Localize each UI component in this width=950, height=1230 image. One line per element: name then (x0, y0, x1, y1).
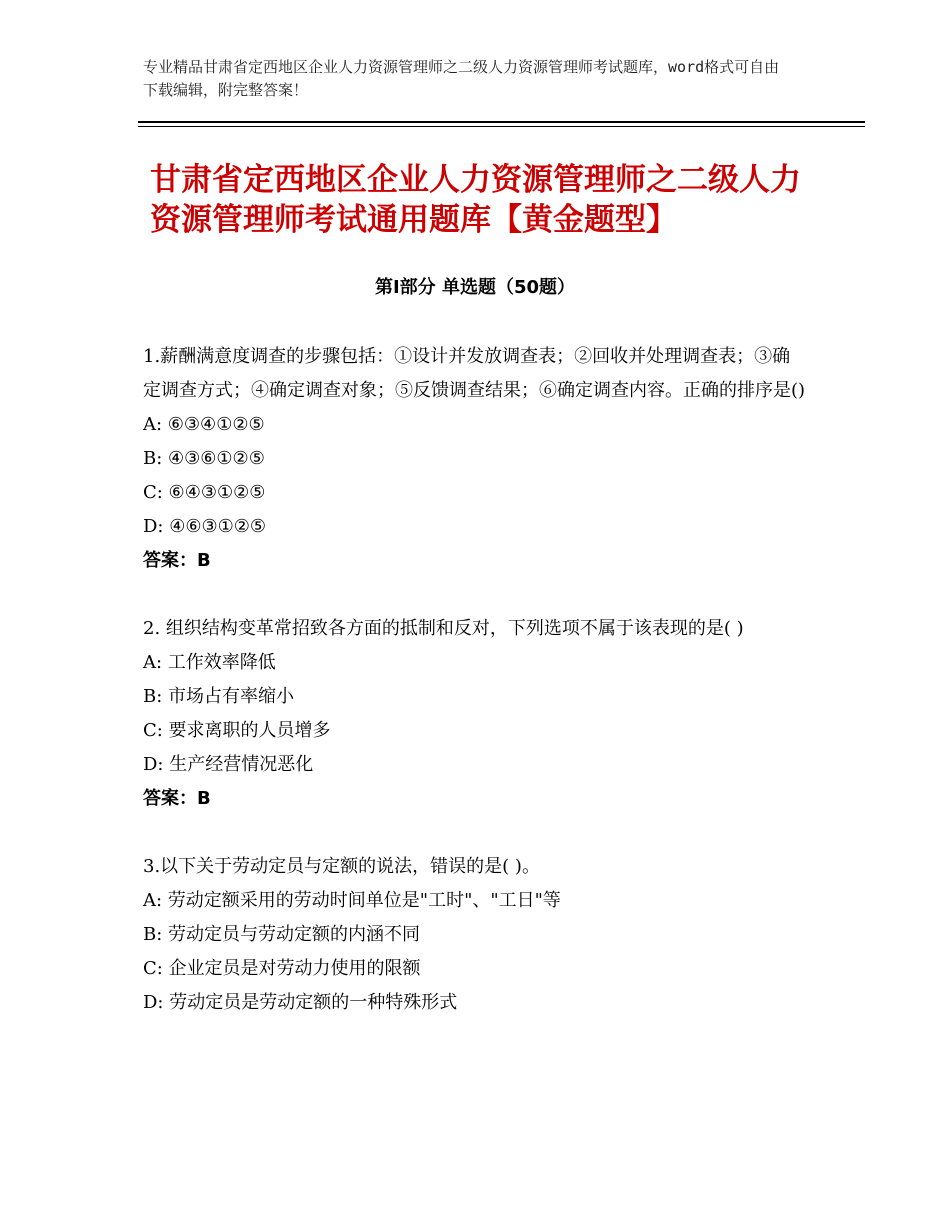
question-list (143, 340, 808, 1020)
option-c: C: 要求离职的人员增多 (143, 720, 331, 741)
option-c: C: 企业定员是对劳动力使用的限额 (143, 958, 421, 979)
option-a: A: ⑥③④①②⑤ (143, 414, 265, 435)
option-a: A: 工作效率降低 (143, 652, 276, 673)
question-stem: 2. 组织结构变革常招致各方面的抵制和反对，下列选项不属于该表现的是( ) (143, 618, 744, 639)
answer: 答案：B (143, 550, 211, 571)
question-3 (143, 850, 808, 1020)
question-stem: 1.薪酬满意度调查的步骤包括：①设计并发放调查表；②回收并处理调查表；③确定调查方式；④确定调查对象；⑤反馈调查结果；⑥确定调查内容。正确的排序是() (143, 346, 806, 401)
option-c: C: ⑥④③①②⑤ (143, 482, 266, 503)
question-gap (143, 578, 808, 612)
question-stem: 3.以下关于劳动定员与定额的说法，错误的是( )。 (143, 856, 540, 877)
question-1 (143, 340, 808, 578)
option-b: B: 市场占有率缩小 (143, 686, 295, 707)
question-gap (143, 816, 808, 850)
header-note: 专业精品甘肃省定西地区企业人力资源管理师之二级人力资源管理师考试题库，word格式可自由下载编辑，附完整答案！ (143, 58, 780, 99)
option-d: D: ④⑥③①②⑤ (143, 516, 267, 537)
header-rule-thick (138, 121, 865, 123)
option-d: D: 生产经营情况恶化 (143, 754, 314, 775)
option-b: B: ④③⑥①②⑤ (143, 448, 265, 469)
question-2 (143, 612, 808, 816)
option-a: A: 劳动定额采用的劳动时间单位是"工时"、"工日"等 (143, 890, 561, 911)
option-d: D: 劳动定员是劳动定额的一种特殊形式 (143, 992, 458, 1013)
header-rule-thin (138, 126, 865, 127)
document-title: 甘肃省定西地区企业人力资源管理师之二级人力资源管理师考试通用题库【黄金题型】 (150, 162, 801, 238)
section-title: 第Ⅰ部分 单选题（50题） (374, 277, 575, 298)
option-b: B: 劳动定员与劳动定额的内涵不同 (143, 924, 421, 945)
answer: 答案：B (143, 788, 211, 809)
